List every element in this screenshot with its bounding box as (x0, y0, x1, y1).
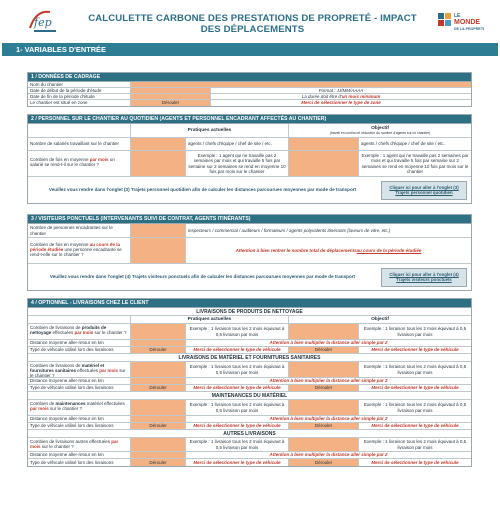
page-header (0, 0, 500, 42)
hint-total-deplacements: Attention à bien rentrer le nombre total de déplacements au cours de la période étudiée (235, 247, 422, 253)
block-title: 3 / VISITEURS PONCTUELS (INTERVENANTS SUIVI DE CONTRAT, AGENTS ITINÉRANTS) (28, 215, 471, 224)
select-vehicule-materiel-actuel[interactable]: Dérouler (131, 385, 186, 391)
label-nb-autres-livraisons: Combien de livraisons autres effectuées par mois sur le chantier ? (28, 438, 131, 451)
subsection-materiel-fournitures: LIVRAISONS DE MATÉRIEL ET FOURNITURES SANITAIRES (28, 354, 471, 362)
label-nom-chantier: Nom du chantier (28, 82, 131, 87)
select-vehicule-autres-actuel[interactable]: Dérouler (131, 459, 186, 466)
input-distance-autres[interactable] (131, 452, 186, 458)
subsection-autres-livraisons: AUTRES LIVRAISONS (28, 430, 471, 438)
block-personnel-quotidien (27, 114, 472, 204)
hint-distance-produits: Attention à bien multiplier la distance aller simple par 2 (269, 340, 388, 346)
logo-text-proprete: DE LA PROPRETÉ (454, 27, 484, 31)
label-distance-maintenances: Distance moyenne aller-retour en km (28, 416, 131, 422)
select-vehicule-maintenances-objectif[interactable]: Dérouler (289, 423, 359, 429)
select-zone[interactable]: Dérouler (131, 100, 211, 106)
hint-vehicule-maintenances-obj: Merci de sélectionner le type de véhicule (371, 423, 459, 429)
input-maintenances-actuel[interactable] (131, 400, 186, 415)
hint-exemple-livraison: Exemple : 1 livraison tous les 2 mois équivaut à 0,5 livraison par mois (186, 400, 289, 415)
note-onglet-4: Veuillez vous rendre dans l'onglet (4) Trajets visiteurs ponctuels afin de calculer les distances parcourues moyennes par mode de transport (49, 274, 356, 280)
hint-vehicule-materiel: Merci de sélectionner le type de véhicule (186, 385, 289, 391)
svg-text:fep: fep (34, 16, 52, 29)
select-vehicule-autres-objectif[interactable]: Dérouler (289, 459, 359, 466)
input-distance-materiel[interactable] (131, 378, 186, 384)
label-distance-autres: Distance moyenne aller-retour en km (28, 452, 131, 458)
input-nom-chantier[interactable] (131, 82, 471, 87)
hint-types-salaries-obj: agents / chefs d'équipe / chef de site / etc. (361, 141, 445, 147)
logo-text-monde: MONDE (454, 19, 481, 26)
label-nb-livraisons-materiel: Combien de livraisons de matériel et fournitures sanitaires effectuées par mois sur le chantier ? (28, 362, 131, 377)
input-livraisons-materiel-actuel[interactable] (131, 362, 186, 377)
hint-date-format: Format : JJ/MM/AAAA (318, 88, 364, 93)
block-title: 4 / OPTIONNEL - LIVRAISONS CHEZ LE CLIENT (28, 299, 471, 308)
input-livraisons-produits-objectif[interactable] (289, 324, 359, 339)
select-vehicule-maintenances-actuel[interactable]: Dérouler (131, 423, 186, 429)
block-visiteurs-ponctuels (27, 214, 472, 291)
label-vehicule-produits: Type de véhicule utilisé lors des livraisons (28, 347, 131, 353)
input-distance-maintenances[interactable] (131, 416, 186, 422)
hint-distance-autres: Attention à bien multiplier la distance aller simple par 2 (269, 452, 388, 458)
hint-zone: Merci de sélectionner le type de zone (301, 100, 381, 106)
select-vehicule-produits-actuel[interactable]: Dérouler (131, 347, 186, 353)
input-date-fin[interactable] (131, 94, 211, 99)
monde-proprete-logo-icon (438, 7, 484, 37)
hint-types-encadrants: inspecteurs / commercial / auditeurs / formateurs / agents polyvalents itinérants (laveurs de vitre, etc.) (188, 227, 391, 233)
hint-exemple-livraison-obj: Exemple : 1 livraison tous les 2 mois équivaut à 0,5 livraison par mois (363, 402, 467, 413)
hint-exemple-livraison-obj: Exemple : 1 livraison tous les 2 mois équivaut à 0,5 livraison par mois (363, 439, 467, 450)
block-donnees-cadrage (27, 72, 472, 107)
label-date-debut: Date de début de la période d'étude (28, 88, 131, 93)
input-livraisons-produits-actuel[interactable] (131, 324, 186, 339)
page-title: CALCULETTE CARBONE DES PRESTATIONS DE PROPRETÉ - IMPACT DES DÉPLACEMENTS (88, 13, 417, 35)
header-objectif: Objectif (travail en continu et réduction du nombre d'agents sur ce chantier) (329, 126, 431, 135)
block-livraisons-client (27, 298, 472, 467)
hint-exemple-livraison-obj: Exemple : 1 livraison tous les 2 mois équivaut à 0,5 livraison par mois (363, 364, 467, 375)
input-autres-livraisons-actuel[interactable] (131, 438, 186, 451)
label-zone: Le chantier est situé en zone (28, 100, 131, 106)
input-nb-salaries-actuel[interactable] (131, 138, 186, 150)
input-livraisons-materiel-objectif[interactable] (289, 362, 359, 377)
hint-exemple-frequence: Exemple : 1 agent qui ne travaille pas 2 semaines par mois et qui travaille 5 fois par semaine sur 2 semaines se rend en moyenne 10 fois par mois sur le chantier (186, 151, 289, 176)
hint-vehicule-produits-obj: Merci de sélectionner le type de véhicule (371, 347, 459, 353)
note-onglet-3: Veuillez vous rendre dans l'onglet (3) Trajets personnel quotidien afin de calculer les distances parcourues moyennes par mode de transport (48, 187, 357, 193)
hint-exemple-frequence-obj: Exemple : 1 agent qui ne travaille pas 2 semaines par mois et qui travaille 5 fois par semaine sur 2 semaines se rend en moyenne 10 fois par mois sur le chantier (361, 153, 469, 174)
subsection-produits-nettoyage: LIVRAISONS DE PRODUITS DE NETTOYAGE (28, 308, 471, 316)
input-nb-encadrants[interactable] (131, 224, 186, 237)
label-frequence-encadrant: Combien de fois en moyenne au cours de la période étudiée une personne encadrante se rend-t-elle sur le chantier ? (28, 238, 131, 263)
link-onglet-4[interactable]: Cliquer ici pour aller à l'onglet (4) Trajets visiteurs ponctuels (381, 268, 467, 287)
hint-vehicule-produits: Merci de sélectionner le type de véhicule (186, 347, 289, 353)
hint-exemple-livraison: Exemple : 1 livraison tous les 2 mois équivaut à 0,5 livraison par mois (186, 438, 289, 451)
label-date-fin: Date de fin de la période d'étude (28, 94, 131, 99)
hint-exemple-livraison: Exemple : 1 livraison tous les 2 mois équivaut à 0,5 livraison par mois (186, 362, 289, 377)
hint-duree: La durée doit être d' un mois minimum (301, 94, 381, 99)
label-nb-encadrants: Nombre de personnes encadrantes sur le chantier (28, 224, 131, 237)
input-frequence-encadrant[interactable] (131, 238, 186, 263)
label-nb-salaries: Nombre de salariés travaillant sur le chantier (28, 138, 131, 150)
input-maintenances-objectif[interactable] (289, 400, 359, 415)
input-frequence-actuel[interactable] (131, 151, 186, 176)
block-title: 2 / PERSONNEL SUR LE CHANTIER AU QUOTIDIEN (AGENTS ET PERSONNEL ENCADRANT AFFECTÉS AU CHANTIER) (28, 115, 471, 124)
header-objectif: Objectif (371, 317, 389, 322)
subsection-maintenances: MAINTENANCES DU MATÉRIEL (28, 392, 471, 400)
hint-vehicule-autres-obj: Merci de sélectionner le type de véhicule (371, 459, 459, 465)
label-nb-maintenances: Combien de maintenances matériel effectuées par mois sur le chantier ? (28, 400, 131, 415)
hint-vehicule-materiel-obj: Merci de sélectionner le type de véhicule (371, 385, 459, 391)
label-frequence-salarie: Combien de fois en moyenne par mois un salarié se rend-t-il sur le chantier ? (28, 151, 131, 176)
hint-distance-materiel: Attention à bien multiplier la distance aller simple par 2 (269, 378, 388, 384)
label-distance-materiel: Distance moyenne aller-retour en km (28, 378, 131, 384)
block-title: 1 / DONNÉES DE CADRAGE (28, 73, 471, 82)
fep-logo-icon (26, 6, 64, 36)
hint-distance-maintenances: Attention à bien multiplier la distance aller simple par 2 (269, 416, 388, 422)
hint-vehicule-maintenances: Merci de sélectionner le type de véhicule (186, 423, 289, 429)
label-vehicule-autres: Type de véhicule utilisé lors des livraisons (28, 459, 131, 466)
hint-exemple-livraison: Exemple : 1 livraison tous les 2 mois équivaut à 0,5 livraison par mois (186, 324, 289, 339)
hint-types-salaries: agents / chefs d'équipe / chef de site / etc. (186, 138, 289, 150)
input-distance-produits-actuel[interactable] (131, 340, 186, 346)
label-vehicule-maintenances: Type de véhicule utilisé lors des livraisons (28, 423, 131, 429)
label-nb-livraisons-produits: Combien de livraisons de produits de nettoyage effectuées par mois sur le chantier ? (28, 324, 131, 339)
input-nb-salaries-objectif[interactable] (289, 138, 359, 150)
header-pratiques-actuelles: Pratiques actuelles (131, 124, 289, 137)
input-frequence-objectif[interactable] (289, 151, 359, 176)
label-distance-produits: Distance moyenne aller-retour en km (28, 340, 131, 346)
input-date-debut[interactable] (131, 88, 211, 93)
header-pratiques-actuelles: Pratiques actuelles (131, 316, 289, 323)
label-vehicule-materiel: Type de véhicule utilisé lors des livraisons (28, 385, 131, 391)
select-vehicule-materiel-objectif[interactable]: Dérouler (289, 385, 359, 391)
logo-text-le: LE (454, 13, 461, 19)
hint-vehicule-autres: Merci de sélectionner le type de véhicule (186, 459, 289, 466)
input-autres-livraisons-objectif[interactable] (289, 438, 359, 451)
hint-exemple-livraison-obj: Exemple : 1 livraison tous les 2 mois équivaut à 0,5 livraison par mois (363, 326, 467, 337)
section-variables-entree: 1- VARIABLES D'ENTRÉE (2, 43, 498, 56)
select-vehicule-produits-objectif[interactable]: Dérouler (289, 347, 359, 353)
link-onglet-3[interactable]: Cliquer ici pour aller à l'onglet (3) Trajets personnel quotidien (381, 181, 467, 200)
